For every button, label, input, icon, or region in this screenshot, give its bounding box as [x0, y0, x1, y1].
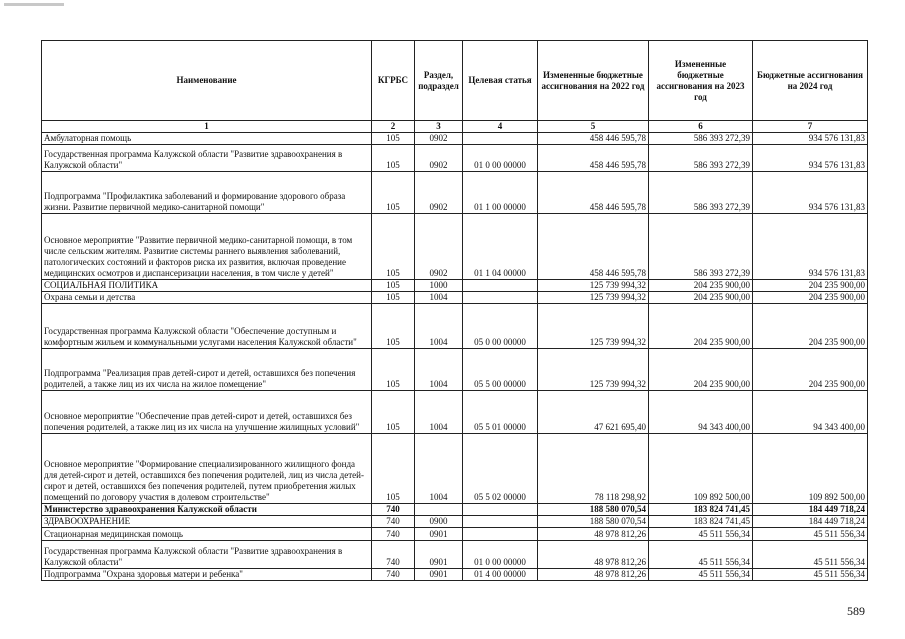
- row-2023: 45 511 556,34: [649, 569, 753, 581]
- row-section: 0901: [415, 541, 463, 569]
- header-kgrbs: КГРБС: [372, 41, 415, 121]
- row-kgrbs: 740: [372, 516, 415, 528]
- row-2024: 204 235 900,00: [753, 280, 868, 292]
- row-2024: 184 449 718,24: [753, 504, 868, 516]
- row-2022: 125 739 994,32: [538, 349, 649, 391]
- row-kgrbs: 105: [372, 145, 415, 172]
- row-name: Подпрограмма "Реализация прав детей-сирот и детей, оставшихся без попечения родителей, а также лиц из их числа на жилое помещение": [42, 349, 372, 391]
- row-article: [463, 528, 538, 541]
- row-kgrbs: 105: [372, 391, 415, 434]
- column-number: 2: [372, 121, 415, 133]
- table-row: [42, 214, 868, 280]
- row-2022: 458 446 595,78: [538, 145, 649, 172]
- row-kgrbs: 105: [372, 133, 415, 145]
- row-2024: 934 576 131,83: [753, 214, 868, 280]
- header-2022: Измененные бюджетные ассигнования на 2022 год: [538, 41, 649, 121]
- row-article: 05 5 01 00000: [463, 391, 538, 434]
- row-2023: 45 511 556,34: [649, 528, 753, 541]
- row-article: 01 4 00 00000: [463, 569, 538, 581]
- header-2024: Бюджетные ассигнования на 2024 год: [753, 41, 868, 121]
- row-kgrbs: 740: [372, 528, 415, 541]
- row-2024: 45 511 556,34: [753, 569, 868, 581]
- column-number: 5: [538, 121, 649, 133]
- row-2024: 934 576 131,83: [753, 133, 868, 145]
- row-2022: 125 739 994,32: [538, 292, 649, 304]
- row-name: Подпрограмма "Профилактика заболеваний и формирование здорового образа жизни. Развитие первичной медико-санитарной помощи": [42, 172, 372, 214]
- column-number: 6: [649, 121, 753, 133]
- row-2024: 45 511 556,34: [753, 528, 868, 541]
- row-2024: 204 235 900,00: [753, 292, 868, 304]
- row-article: 01 1 04 00000: [463, 214, 538, 280]
- row-name: Министерство здравоохранения Калужской области: [42, 504, 372, 516]
- row-name: СОЦИАЛЬНАЯ ПОЛИТИКА: [42, 280, 372, 292]
- row-2024: 204 235 900,00: [753, 304, 868, 349]
- table-row: [42, 569, 868, 581]
- table-row: [42, 434, 868, 504]
- row-2023: 45 511 556,34: [649, 541, 753, 569]
- row-2023: 204 235 900,00: [649, 304, 753, 349]
- table-row: [42, 280, 868, 292]
- table-row: [42, 349, 868, 391]
- row-section: [415, 504, 463, 516]
- row-2023: 586 393 272,39: [649, 214, 753, 280]
- row-2024: 94 343 400,00: [753, 391, 868, 434]
- header-name: Наименование: [42, 41, 372, 121]
- row-2023: 204 235 900,00: [649, 292, 753, 304]
- row-name: ЗДРАВООХРАНЕНИЕ: [42, 516, 372, 528]
- row-2022: 78 118 298,92: [538, 434, 649, 504]
- column-number-row: [42, 121, 868, 133]
- row-2024: 204 235 900,00: [753, 349, 868, 391]
- row-article: 01 1 00 00000: [463, 172, 538, 214]
- column-number: 7: [753, 121, 868, 133]
- row-2023: 204 235 900,00: [649, 349, 753, 391]
- row-2022: 125 739 994,32: [538, 280, 649, 292]
- row-2024: 934 576 131,83: [753, 172, 868, 214]
- row-2022: 48 978 812,26: [538, 528, 649, 541]
- row-2023: 183 824 741,45: [649, 516, 753, 528]
- row-name: Охрана семьи и детства: [42, 292, 372, 304]
- row-2022: 458 446 595,78: [538, 214, 649, 280]
- row-2023: 586 393 272,39: [649, 133, 753, 145]
- row-kgrbs: 740: [372, 569, 415, 581]
- scan-artifact: [4, 3, 64, 6]
- row-section: 1004: [415, 434, 463, 504]
- row-name: Государственная программа Калужской области "Развитие здравоохранения в Калужской области": [42, 145, 372, 172]
- row-section: 0900: [415, 516, 463, 528]
- row-2023: 586 393 272,39: [649, 172, 753, 214]
- row-2022: 188 580 070,54: [538, 516, 649, 528]
- budget-table: [41, 40, 868, 581]
- row-2022: 47 621 695,40: [538, 391, 649, 434]
- row-2022: 48 978 812,26: [538, 541, 649, 569]
- row-2022: 188 580 070,54: [538, 504, 649, 516]
- row-name: Подпрограмма "Охрана здоровья матери и ребенка": [42, 569, 372, 581]
- row-article: [463, 504, 538, 516]
- header-row: [42, 41, 868, 121]
- row-name: Стационарная медицинская помощь: [42, 528, 372, 541]
- row-kgrbs: 105: [372, 304, 415, 349]
- row-kgrbs: 105: [372, 434, 415, 504]
- row-2024: 109 892 500,00: [753, 434, 868, 504]
- row-name: Амбулаторная помощь: [42, 133, 372, 145]
- row-article: 05 5 02 00000: [463, 434, 538, 504]
- row-article: [463, 292, 538, 304]
- row-section: 1004: [415, 292, 463, 304]
- row-kgrbs: 105: [372, 349, 415, 391]
- table-row: [42, 133, 868, 145]
- row-2022: 458 446 595,78: [538, 172, 649, 214]
- row-article: 01 0 00 00000: [463, 145, 538, 172]
- row-name: Государственная программа Калужской области "Обеспечение доступным и комфортным жильем и коммунальными услугами населения Калужской области": [42, 304, 372, 349]
- row-section: 1004: [415, 304, 463, 349]
- table-row: [42, 145, 868, 172]
- row-section: 0902: [415, 172, 463, 214]
- row-section: 0902: [415, 145, 463, 172]
- table-row: [42, 304, 868, 349]
- row-2024: 934 576 131,83: [753, 145, 868, 172]
- row-2022: 458 446 595,78: [538, 133, 649, 145]
- row-article: [463, 133, 538, 145]
- row-2023: 204 235 900,00: [649, 280, 753, 292]
- row-kgrbs: 105: [372, 214, 415, 280]
- row-2023: 109 892 500,00: [649, 434, 753, 504]
- row-name: Основное мероприятие "Обеспечение прав детей-сирот и детей, оставшихся без попечения родителей, а также лиц из их числа на улучшение жилищных условий": [42, 391, 372, 434]
- row-section: 0901: [415, 569, 463, 581]
- row-article: 05 5 00 00000: [463, 349, 538, 391]
- page-number: 589: [847, 604, 865, 618]
- row-2023: 586 393 272,39: [649, 145, 753, 172]
- row-section: 1004: [415, 391, 463, 434]
- row-article: 05 0 00 00000: [463, 304, 538, 349]
- row-name: Государственная программа Калужской области "Развитие здравоохранения в Калужской области": [42, 541, 372, 569]
- table-row: [42, 504, 868, 516]
- row-2023: 183 824 741,45: [649, 504, 753, 516]
- row-2024: 45 511 556,34: [753, 541, 868, 569]
- row-section: 0901: [415, 528, 463, 541]
- column-number: 3: [415, 121, 463, 133]
- row-article: 01 0 00 00000: [463, 541, 538, 569]
- header-2023: Измененные бюджетные ассигнования на 2023 год: [649, 41, 753, 121]
- row-2023: 94 343 400,00: [649, 391, 753, 434]
- table-row: [42, 292, 868, 304]
- row-kgrbs: 105: [372, 280, 415, 292]
- row-kgrbs: 105: [372, 292, 415, 304]
- header-section: Раздел, подраздел: [415, 41, 463, 121]
- row-name: Основное мероприятие "Формирование специализированного жилищного фонда для детей-сирот и детей, оставшихся без попечения родителей, лиц из числа детей-сирот и детей, оставшихся без попечения родителей, путем приобретения жилых помещений по договору участия в долевом строительстве": [42, 434, 372, 504]
- row-name: Основное мероприятие "Развитие первичной медико-санитарной помощи, в том числе сельским жителям. Развитие системы раннего выявления заболеваний, патологических состояний и факторов риска их развития, включая проведение медицинских осмотров и диспансеризации населения, в том числе у детей": [42, 214, 372, 280]
- row-2022: 48 978 812,26: [538, 569, 649, 581]
- table-row: [42, 541, 868, 569]
- row-kgrbs: 105: [372, 172, 415, 214]
- column-number: 4: [463, 121, 538, 133]
- row-2022: 125 739 994,32: [538, 304, 649, 349]
- row-section: 0902: [415, 214, 463, 280]
- row-section: 0902: [415, 133, 463, 145]
- table-row: [42, 516, 868, 528]
- row-article: [463, 516, 538, 528]
- row-section: 1004: [415, 349, 463, 391]
- row-article: [463, 280, 538, 292]
- row-2024: 184 449 718,24: [753, 516, 868, 528]
- table-row: [42, 528, 868, 541]
- row-kgrbs: 740: [372, 541, 415, 569]
- table-row: [42, 391, 868, 434]
- column-number: 1: [42, 121, 372, 133]
- table-row: [42, 172, 868, 214]
- row-section: 1000: [415, 280, 463, 292]
- header-article: Целевая статья: [463, 41, 538, 121]
- row-kgrbs: 740: [372, 504, 415, 516]
